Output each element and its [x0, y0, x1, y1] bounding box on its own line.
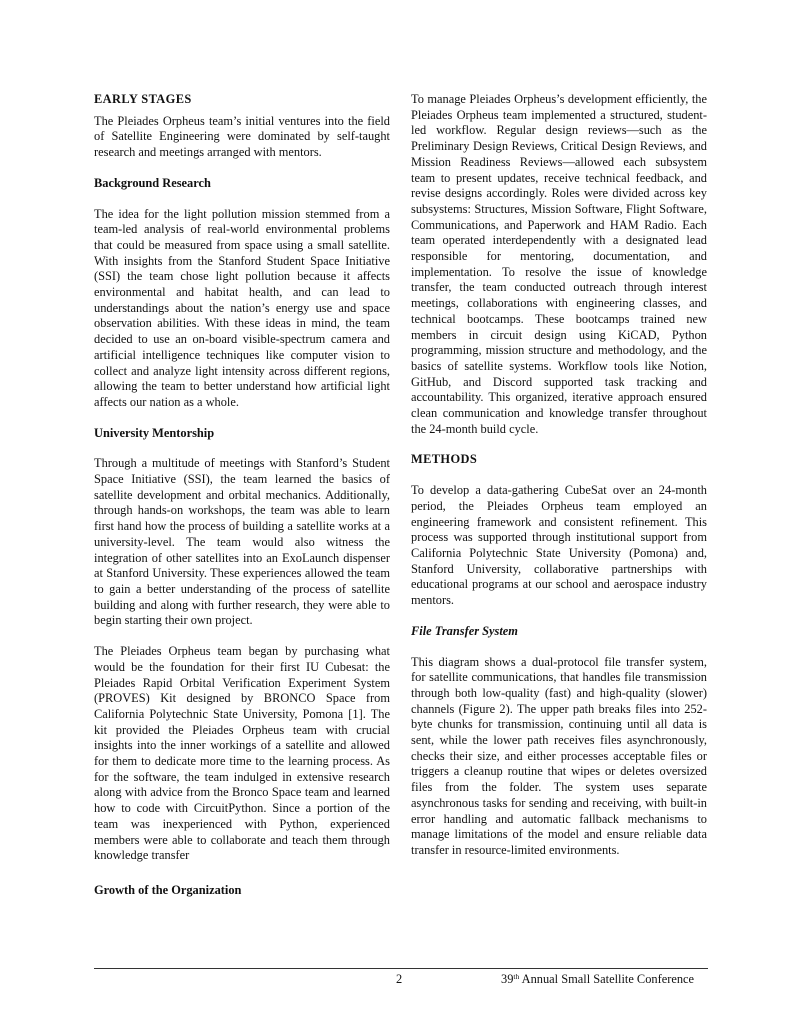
- subsection-title-growth-of-organization: Growth of the Organization: [94, 883, 242, 897]
- section-title-early-stages: EARLY STAGES: [94, 92, 192, 106]
- conference-name: Annual Small Satellite Conference: [519, 972, 695, 986]
- conference-footer: [501, 972, 694, 987]
- footer-divider: [94, 968, 708, 969]
- subsection-title-file-transfer-system: File Transfer System: [411, 623, 518, 638]
- background-research-paragraph: The idea for the light pollution mission stemmed from a team-led analysis of real-world environmental problems that could be measured from space using a small satellite. With insights from the Stanford Student Space Initiative (SSI) the team chose light pollution because it affects environmental and habitat health, and can lead to understandings about the nation’s energy use and space observation abilities. With these ideas in mind, the team decided to use an on-board visible-spectrum camera and artificial intelligence techniques like computer vision to collect and analyze light intensity across different regions, allowing the team to better understand how artificial light affects our nation as a whole.: [94, 206, 390, 409]
- conference-number: 39: [501, 972, 514, 986]
- subsection-title-university-mentorship: University Mentorship: [94, 425, 215, 440]
- management-paragraph: To manage Pleiades Orpheus’s development efficiently, the Pleiades Orpheus team implemented a structured, student-led workflow. Regular design reviews—such as the Preliminary Design Reviews, Critical Design Reviews, and Mission Readiness Reviews—allowed each subsystem team to present updates, receive technical feedback, and revise designs accordingly. Roles were divided across key subsystems: Structures, Mission Software, Flight Software, Communications, and Paperwork and HAM Radio. Each team operated interdependently with a designated lead responsible for mentoring, documentation, and implementation. To resolve the issue of knowledge transfer, the team conducted outreach through interest meetings, collaborations with engineering classes, and technical bootcamps. These bootcamps trained new members in circuit design using KiCAD, Python programming, mission structure and methodology, and the basics of satellite systems. Workflow tools like Notion, GitHub, and Discord supported task tracking and accountability. This organized, iterative approach ensured clean communication and knowledge transfer throughout the 24-month build cycle.: [411, 92, 707, 436]
- methods-paragraph: To develop a data-gathering CubeSat over an 24-month period, the Pleiades Orpheus team employed an engineering framework and consistent refinement. This process was supported through institutional support from California Polytechnic State University (Pomona) and, Stanford University, collaborative partnerships with educational programs at our school and aerospace industry mentors.: [411, 483, 707, 608]
- early-stages-paragraph: The Pleiades Orpheus team’s initial ventures into the field of Satellite Engineering were dominated by self-taught research and meetings arranged with mentors.: [94, 113, 390, 160]
- university-mentorship-paragraph-1: Through a multitude of meetings with Stanford’s Student Space Initiative (SSI), the team learned the basics of satellite development and orbital mechanics. Additionally, through hands-on workshops, the team was able to learn first hand how the process of building a satellite works at a university-level. The team would also witness the integration of other satellites into an ExoLaunch dispenser at Stanford University. These experiences allowed the team to gain a better understanding of the process of satellite building and along with further research, they were able to begin starting their own project.: [94, 456, 390, 628]
- subsection-title-background-research: Background Research: [94, 175, 211, 190]
- page-number: 2: [396, 972, 403, 986]
- right-column: [411, 92, 707, 874]
- section-title-methods: METHODS: [411, 452, 478, 467]
- file-transfer-paragraph: This diagram shows a dual-protocol file transfer system, for satellite communications, that handles file transmission through both low-quality (fast) and high-quality (slower) channels (Figure 2). The upper path breaks files into 252-byte chunks for transmission, continuing until all data is sent, while the lower path receives files asynchronously, checks their size, and either processes acceptable files or triggers a cleanup routine that wipes or deletes oversized files from the folder. The system uses separate asynchronous tasks for sending and receiving, with built-in error handling and automatic fallback mechanisms to manage limitations of the model and ensure reliable data transfer in resource-limited environments.: [411, 654, 707, 857]
- left-column: [94, 92, 390, 879]
- conference-ordinal: th: [513, 972, 520, 981]
- university-mentorship-paragraph-2: The Pleiades Orpheus team began by purchasing what would be the foundation for their first IU Cubesat: the Pleiades Rapid Orbital Verification Experiment System (PROVES) Kit designed by BRONCO Space from California Polytechnic State University, Pomona [1]. The kit provided the Pleiades Orpheus team with crucial insights into the inner workings of a satellite and allowed for them to dedicate more time to the learning process. As for the software, the team indulged in extensive research along with advice from the Bronco Space team and learned how to code with CircuitPython. Since a portion of the team was inexperienced with Python, experienced members were able to collaborate and teach them through knowledge transfer: [94, 644, 390, 863]
